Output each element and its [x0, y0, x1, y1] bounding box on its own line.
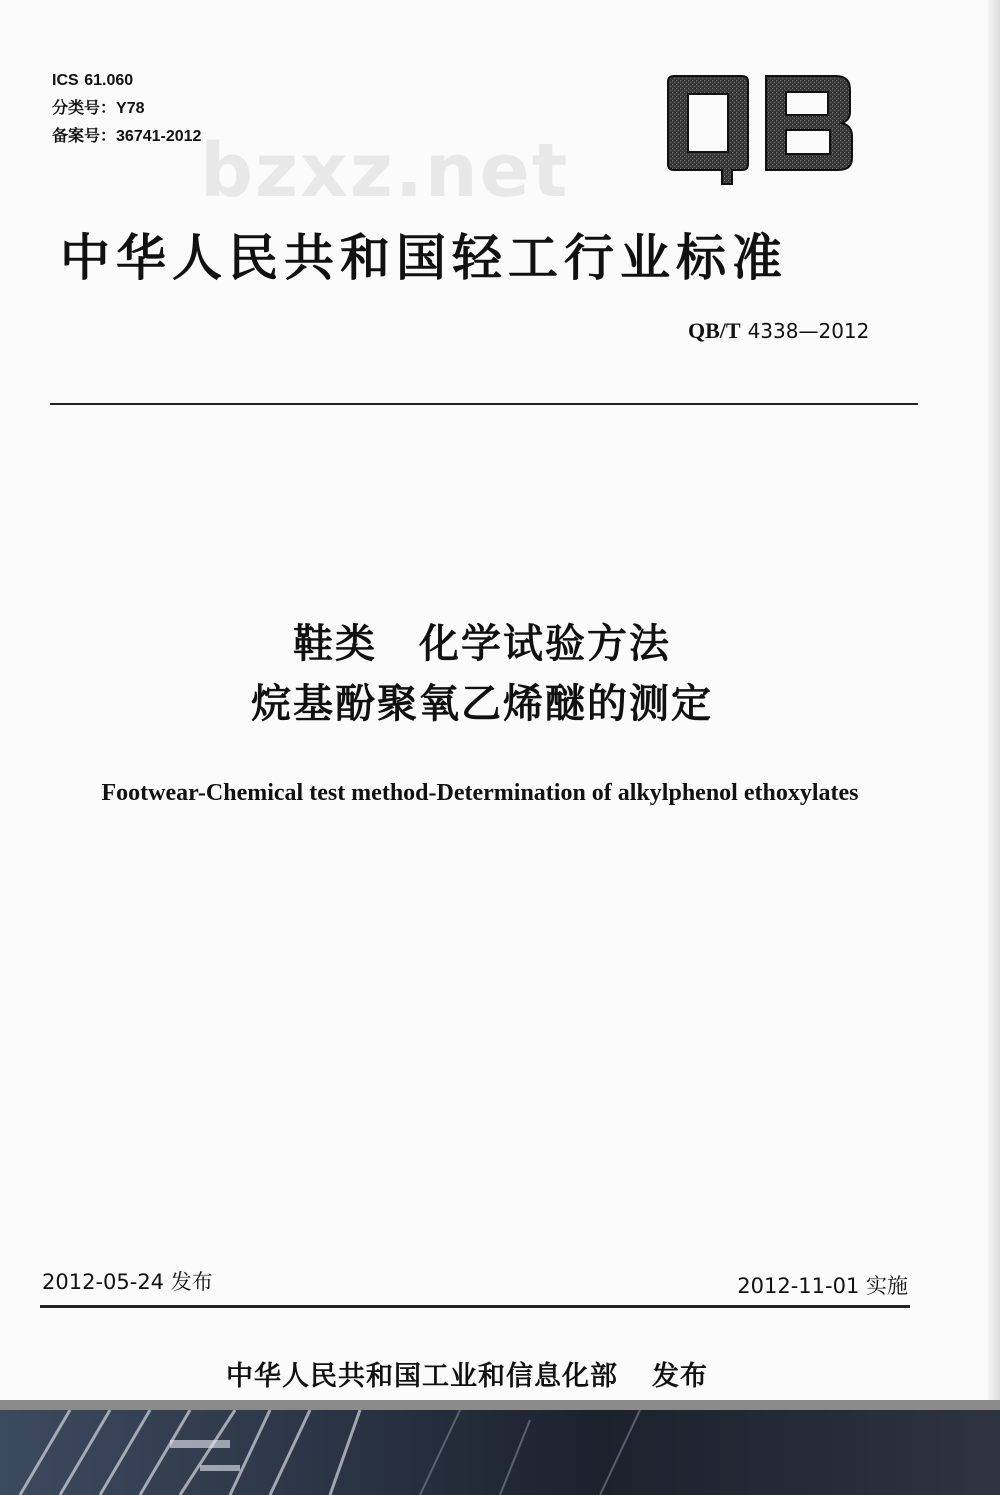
standard-number	[688, 318, 869, 344]
standard-code: 4338—2012	[747, 319, 870, 343]
publish-date: 2012-05-24 发布	[42, 1270, 213, 1294]
class-value: Y78	[116, 100, 145, 117]
classification-block	[52, 66, 201, 150]
watermark: bzxz.net	[200, 128, 570, 214]
issuer-name: 中华人民共和国工业和信息化部	[226, 1361, 618, 1392]
title-cn-line1: 鞋类 化学试验方法	[293, 621, 671, 667]
page-edge-shadow	[988, 0, 1000, 1400]
top-divider	[50, 403, 918, 405]
bottom-divider	[40, 1305, 910, 1308]
issuer-action: 发布	[652, 1361, 708, 1392]
effective-date: 2012-11-01 实施	[737, 1274, 908, 1298]
main-title: 中华人民共和国轻工行业标准	[60, 229, 788, 287]
record-label: 备案号：	[52, 126, 117, 145]
title-en: Footwear-Chemical test method-Determination of alkylphenol ethoxylates	[101, 780, 859, 806]
class-line	[52, 94, 201, 122]
page-bottom-band	[0, 1400, 1000, 1410]
issuer	[226, 1354, 708, 1393]
ics-value: 61.060	[84, 72, 134, 89]
background-photo	[0, 1410, 1000, 1495]
standard-prefix: QB/T	[688, 318, 741, 343]
ics-label: ICS	[52, 72, 79, 89]
class-label: 分类号：	[52, 98, 117, 117]
qb-logo	[660, 72, 860, 190]
record-line	[52, 122, 201, 150]
title-cn-line2: 烷基酚聚氧乙烯醚的测定	[251, 681, 713, 727]
record-value: 36741-2012	[116, 128, 202, 145]
ics-line	[52, 66, 201, 94]
